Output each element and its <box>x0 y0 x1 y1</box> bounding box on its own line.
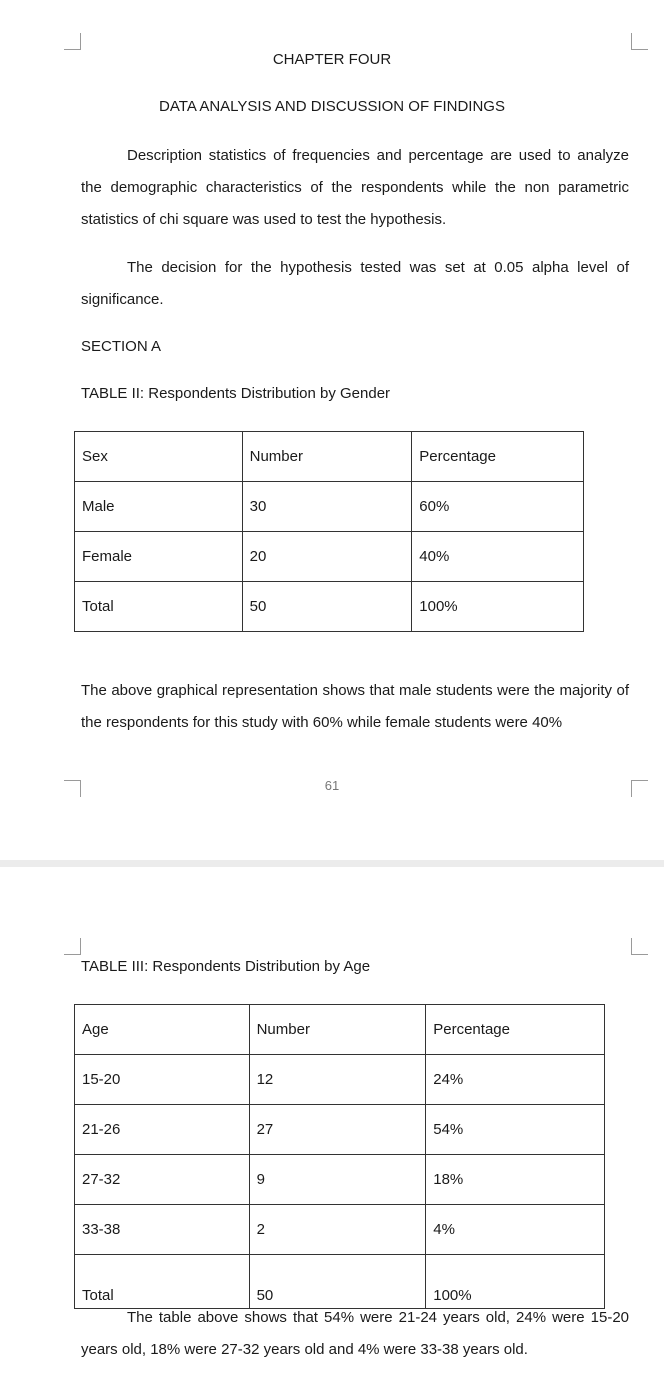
table-cell: 100% <box>412 582 584 632</box>
table-total-row <box>75 1255 605 1309</box>
crop-mark-top-right <box>631 938 648 955</box>
table-cell: 50 <box>242 582 412 632</box>
table-cell: 12 <box>249 1055 426 1105</box>
table-row <box>75 1105 605 1155</box>
crop-mark-top-left <box>64 33 81 50</box>
table-header-row <box>75 1005 605 1055</box>
section-a-heading: SECTION A <box>81 338 162 355</box>
table-cell: 21-26 <box>75 1105 250 1155</box>
table-cell: 60% <box>412 482 584 532</box>
table-row <box>75 532 584 582</box>
gender-table <box>74 431 584 632</box>
table-cell: 24% <box>426 1055 605 1105</box>
header-cell: Percentage <box>412 432 584 482</box>
table-cell: Female <box>75 532 243 582</box>
table-header-row <box>75 432 584 482</box>
table-ii-caption: TABLE II: Respondents Distribution by Gender <box>81 385 391 402</box>
chapter-title: CHAPTER FOUR <box>272 51 392 68</box>
table-cell: 2 <box>249 1205 426 1255</box>
table-iii-caption: TABLE III: Respondents Distribution by Age <box>81 958 371 975</box>
table-cell: 9 <box>249 1155 426 1205</box>
table-cell: Total <box>75 1255 250 1309</box>
crop-mark-top-right <box>631 33 648 50</box>
header-cell: Percentage <box>426 1005 605 1055</box>
table-row <box>75 482 584 532</box>
table-cell: 30 <box>242 482 412 532</box>
table-row <box>75 1205 605 1255</box>
table-cell: 33-38 <box>75 1205 250 1255</box>
paragraph-gender-summary: The above graphical representation shows that male students were the majority of the respondents for this study with 60% while female students were 40% <box>81 682 629 731</box>
section-title: DATA ANALYSIS AND DISCUSSION OF FINDINGS <box>159 98 505 115</box>
table-cell: 40% <box>412 532 584 582</box>
table-cell: Male <box>75 482 243 532</box>
table-cell: 27 <box>249 1105 426 1155</box>
table-cell: 27-32 <box>75 1155 250 1205</box>
paragraph-description: Description statistics of frequencies and percentage are used to analyze the demographic characteristics of the respondents while the non parametric statistics of chi square was used to test the hypothesis. <box>81 147 629 228</box>
page-separator <box>0 860 664 867</box>
table-cell: Total <box>75 582 243 632</box>
table-row <box>75 1055 605 1105</box>
crop-mark-top-left <box>64 938 81 955</box>
table-cell: 50 <box>249 1255 426 1309</box>
table-cell: 4% <box>426 1205 605 1255</box>
paragraph-age-summary: The table above shows that 54% were 21-24 years old, 24% were 15-20 years old, 18% were 27-32 years old and 4% were 33-38 years old. <box>81 1309 629 1358</box>
table-row <box>75 1155 605 1205</box>
header-cell: Number <box>242 432 412 482</box>
header-cell: Sex <box>75 432 243 482</box>
table-total-row <box>75 582 584 632</box>
header-cell: Number <box>249 1005 426 1055</box>
table-cell: 18% <box>426 1155 605 1205</box>
paragraph-decision: The decision for the hypothesis tested was set at 0.05 alpha level of significance. <box>81 259 629 308</box>
table-cell: 15-20 <box>75 1055 250 1105</box>
document-page-62 <box>0 867 664 1378</box>
table-cell: 100% <box>426 1255 605 1309</box>
page-number: 61 <box>324 778 340 793</box>
header-cell: Age <box>75 1005 250 1055</box>
table-cell: 20 <box>242 532 412 582</box>
age-table <box>74 1004 605 1309</box>
table-cell: 54% <box>426 1105 605 1155</box>
